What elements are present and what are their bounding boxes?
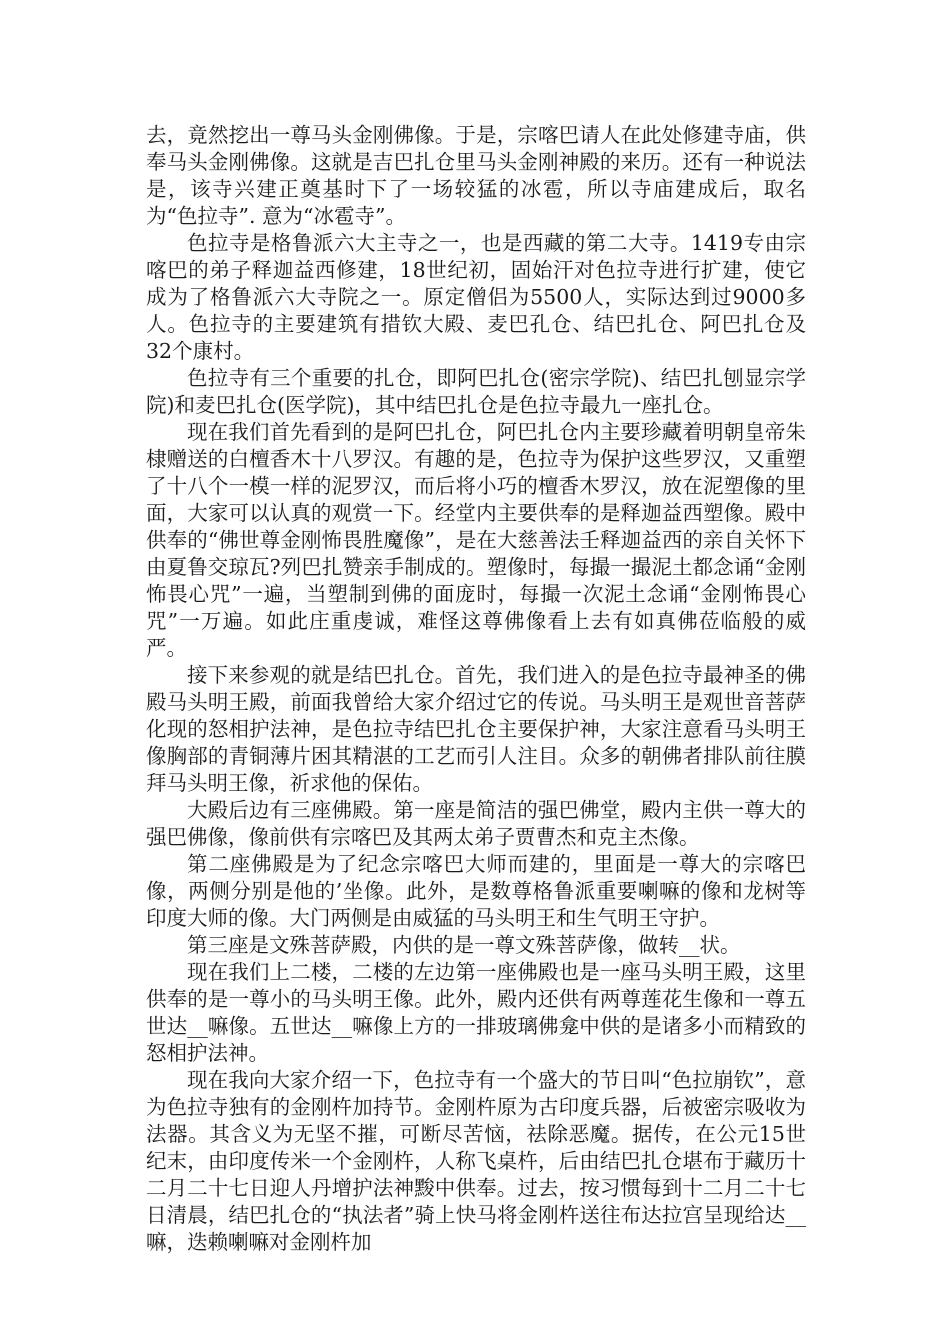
paragraph-3: 色拉寺有三个重要的扎仓，即阿巴扎仓(密宗学院)、结巴扎刨显宗学院)和麦巴扎仓(医学院)，其中结巴扎仓是色拉寺最九一座扎仓。	[146, 366, 806, 417]
paragraph-9: 现在我们上二楼，二楼的左边第一座佛殿也是一座马头明王殿，这里供奉的是一尊小的马头明王像。此外，殿内还供有两尊莲花生像和一尊五世达__嘛像。五世达__嘛像上方的一排玻璃佛龛中供的是诸多小而精致的怒相护法神。	[146, 960, 806, 1065]
paragraph-10: 现在我向大家介绍一下，色拉寺有一个盛大的节日叫“色拉崩钦”，意为色拉寺独有的金刚杵加持节。金刚杵原为古印度兵器，后被密宗吸收为法器。其含义为无坚不摧，可断尽苦恼，祛除恶魔。据传，在公元15世纪末，由印度传米一个金刚杵，人称飞桌杵，后由结巴扎仓堪布于藏历十二月二十七日迎人丹增护法神黢中供奉。过去，按习惯每到十二月二十七日清晨，结巴扎仓的“执法者”骑上快马将金刚杵送往布达拉宫呈现给达__嘛，迭赖喇嘛对金刚杵加	[146, 1068, 806, 1254]
paragraph-4: 现在我们首先看到的是阿巴扎仓，阿巴扎仓内主要珍藏着明朝皇帝朱棣赠送的白檀香木十八罗汉。有趣的是，色拉寺为保护这些罗汉，又重塑了十八个一模一样的泥罗汉，而后将小巧的檀香木罗汉，放在泥塑像的里面，大家可以认真的观赏一下。经堂内主要供奉的是释迦益西塑像。殿中供奉的“佛世尊金刚怖畏胜魔像”，是在大慈善法壬释迦益西的亲自关怀下由夏鲁交琼瓦?列巴扎赞亲手制成的。塑像时，每撮一撮泥土都念诵“金刚怖畏心咒”一遍，当塑制到佛的面庞时，每撮一次泥土念诵“金刚怖畏心咒”一万遍。如此庄重虔诚，难怪这尊佛像看上去有如真佛莅临般的威严。	[146, 420, 806, 660]
paragraph-1: 去，竟然挖出一尊马头金刚佛像。于是，宗喀巴请人在此处修建寺庙，供奉马头金刚佛像。这就是吉巴扎仓里马头金刚神殿的来历。还有一种说法是，该寺兴建正奠基时下了一场较猛的冰雹，所以寺庙建成后，取名为“色拉寺”. 意为“冰雹寺”。	[146, 123, 806, 228]
document-body	[146, 122, 806, 1256]
paragraph-5: 接下来参观的就是结巴扎仓。首先，我们进入的是色拉寺最神圣的佛殿马头明王殿，前面我曾给大家介绍过它的传说。马头明王是观世音菩萨化现的怒相护法神，是色拉寺结巴扎仓主要保护神，大家注意看马头明王像胸部的青铜薄片困其精湛的工艺而引人注目。众多的朝佛者排队前往膜拜马头明王像，祈求他的保佑。	[146, 663, 806, 795]
paragraph-6: 大殿后边有三座佛殿。第一座是简洁的强巴佛堂，殿内主供一尊大的强巴佛像，像前供有宗喀巴及其两太弟子贾曹杰和克主杰像。	[146, 798, 806, 849]
paragraph-2: 色拉寺是格鲁派六大主寺之一，也是西藏的第二大寺。1419专由宗喀巴的弟子释迦益西修建，18世纪初，固始汗对色拉寺进行扩建，使它成为了格鲁派六大寺院之一。原定僧侣为5500人，实际达到过9000多人。色拉寺的主要建筑有措钦大殿、麦巴孔仓、结巴扎仓、阿巴扎仓及32个康村。	[146, 231, 806, 363]
paragraph-7: 第二座佛殿是为了纪念宗喀巴大师而建的，里面是一尊大的宗喀巴像，两侧分别是他的’坐像。此外，是数尊格鲁派重要喇嘛的像和龙树等印度大师的像。大门两侧是由威猛的马头明王和生气明王守护。	[146, 852, 806, 930]
paragraph-8: 第三座是文殊菩萨殿，内供的是一尊文殊菩萨像，做转__状。	[187, 933, 741, 957]
